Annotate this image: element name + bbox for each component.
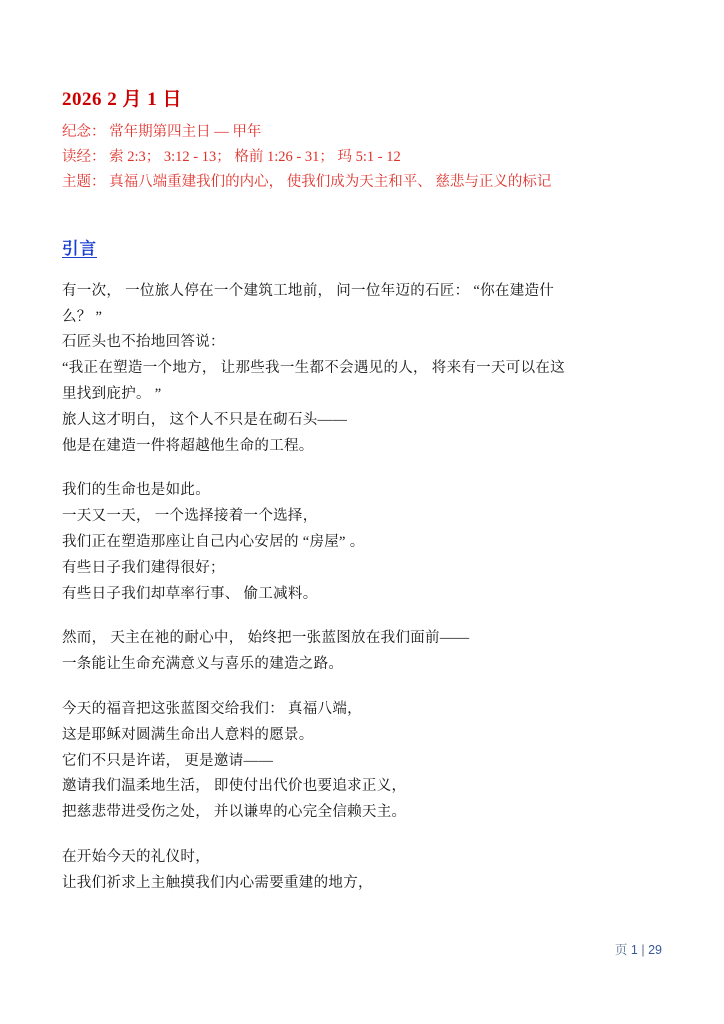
footer-current-page: 1 bbox=[630, 943, 638, 957]
paragraph-block bbox=[62, 697, 662, 826]
document-content bbox=[62, 84, 662, 916]
paragraph-line: 这是耶稣对圆满生命出人意料的愿景。 bbox=[62, 726, 314, 743]
paragraph-line: 他是在建造一件将超越他生命的工程。 bbox=[62, 437, 314, 454]
paragraph-line: 把慈悲带进受伤之处， 并以谦卑的心完全信赖天主。 bbox=[62, 804, 407, 821]
page-title: 2026 2 月 1 日 bbox=[62, 89, 183, 110]
section-heading-introduction: 引言 bbox=[62, 238, 97, 258]
meta-line-commemoration: 纪念： 常年期第四主日 — 甲年 bbox=[62, 124, 262, 140]
document-meta bbox=[62, 120, 662, 195]
paragraph-block bbox=[62, 478, 662, 607]
page-footer bbox=[615, 940, 662, 958]
paragraph-line: 在开始今天的礼仪时， bbox=[62, 848, 210, 865]
paragraph-line: 石匠头也不抬地回答说： bbox=[62, 334, 225, 351]
paragraph-line: 有一次， 一位旅人停在一个建筑工地前， 问一位年迈的石匠： “你在建造什 bbox=[62, 282, 555, 299]
meta-line-readings: 读经： 索 2:3； 3:12 - 13； 格前 1:26 - 31； 玛 5:1 - 12 bbox=[62, 148, 401, 165]
paragraph-line: 么？ ” bbox=[62, 308, 103, 325]
paragraph-line: 有些日子我们却草率行事、 偷工减料。 bbox=[62, 585, 318, 602]
paragraph-line: 旅人这才明白， 这个人不只是在砌石头—— bbox=[62, 411, 348, 428]
footer-separator: | bbox=[641, 943, 645, 957]
paragraph-line: “我正在塑造一个地方， 让那些我一生都不会遇见的人， 将来有一天可以在这 bbox=[62, 360, 565, 377]
paragraph-line: 一天又一天， 一个选择接着一个选择， bbox=[62, 508, 318, 525]
paragraph-line: 让我们祈求上主触摸我们内心需要重建的地方， bbox=[62, 874, 373, 891]
paragraph-line: 我们正在塑造那座让自己内心安居的 “房屋” 。 bbox=[62, 533, 365, 550]
paragraph-line: 今天的福音把这张蓝图交给我们： 真福八端， bbox=[62, 700, 362, 717]
paragraph-line: 一条能让生命充满意义与喜乐的建造之路。 bbox=[62, 656, 344, 673]
paragraph-line: 我们的生命也是如此。 bbox=[62, 482, 210, 499]
paragraph-block bbox=[62, 845, 662, 897]
paragraph-block bbox=[62, 626, 662, 678]
meta-line-theme: 主题： 真福八端重建我们的内心， 使我们成为天主和平、 慈悲与正义的标记 bbox=[62, 173, 552, 190]
paragraph-line: 然而， 天主在祂的耐心中， 始终把一张蓝图放在我们面前—— bbox=[62, 630, 470, 647]
paragraph-line: 它们不只是许诺， 更是邀请—— bbox=[62, 752, 274, 769]
paragraph-line: 邀请我们温柔地生活， 即使付出代价也要追求正义， bbox=[62, 778, 407, 795]
paragraph-line: 里找到庇护。 ” bbox=[62, 386, 162, 402]
footer-page-label: 页 bbox=[614, 943, 628, 957]
paragraph-block bbox=[62, 279, 662, 460]
paragraph-line: 有些日子我们建得很好； bbox=[62, 559, 225, 576]
footer-total-pages: 29 bbox=[648, 943, 662, 957]
